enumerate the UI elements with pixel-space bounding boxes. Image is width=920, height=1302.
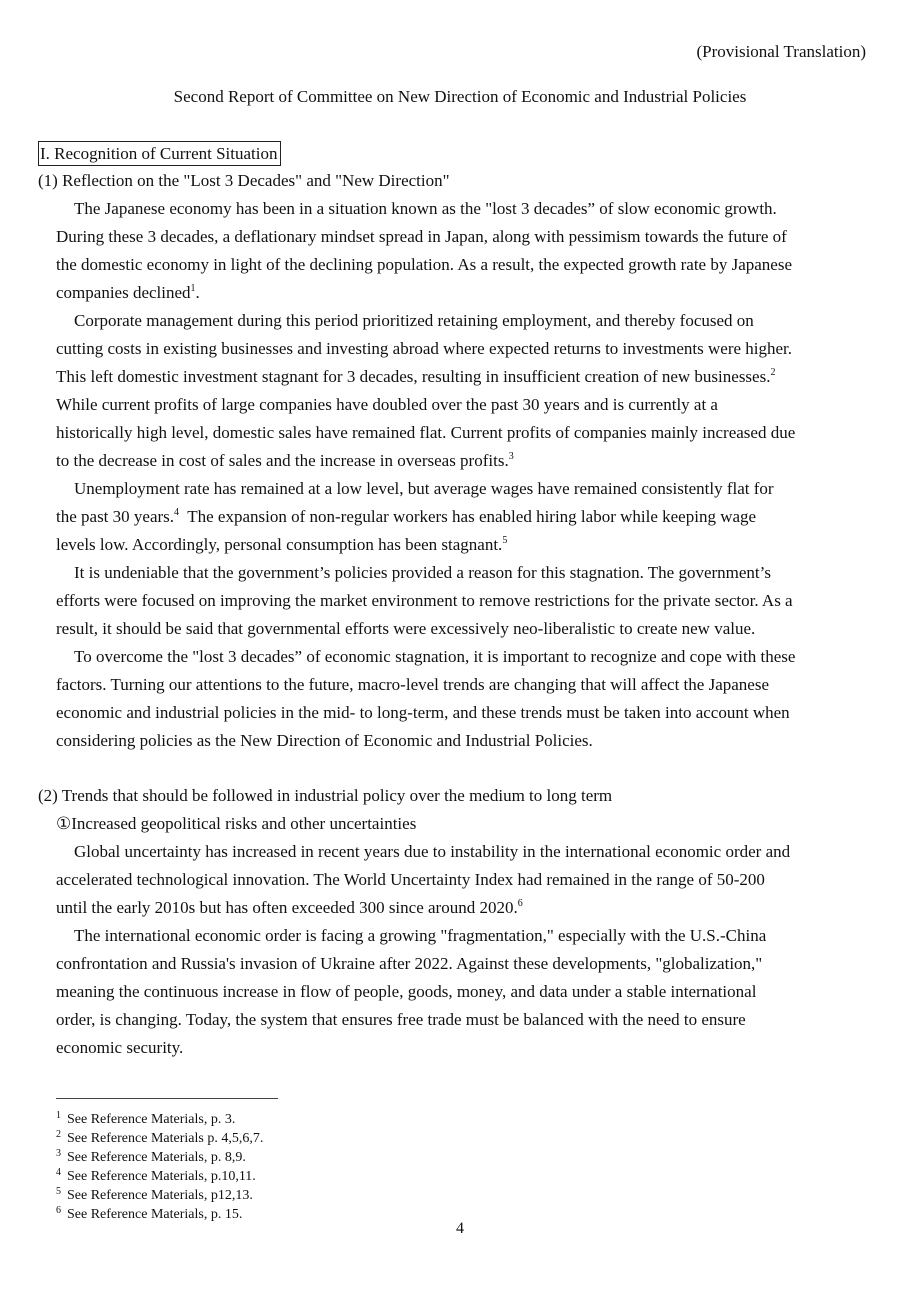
footnote-2-text: See Reference Materials p. 4,5,6,7. <box>67 1131 264 1146</box>
p2-line-4: While current profits of large companies have doubled over the past 30 years and is currently at a <box>56 395 718 414</box>
p2-line-2: cutting costs in existing businesses and investing abroad where expected returns to investments were higher. <box>56 339 793 358</box>
p2-line-6 <box>56 451 514 471</box>
footnote-3-text: See Reference Materials, p. 8,9. <box>67 1150 246 1165</box>
p4-line-2: efforts were focused on improving the market environment to remove restrictions for the private sector. As a <box>56 591 793 610</box>
footnote-1-number: 1 <box>56 1110 61 1121</box>
p1-line-3: the domestic economy in light of the declining population. As a result, the expected growth rate by Japanese <box>56 255 792 274</box>
footnote-2-number: 2 <box>56 1129 61 1140</box>
footnote-4-text: See Reference Materials, p.10,11. <box>67 1169 256 1184</box>
p1-line-4-text: companies declined <box>56 283 191 302</box>
p2-line-5: historically high level, domestic sales have remained flat. Current profits of companies mainly increased due <box>56 423 796 442</box>
p1-line-2: During these 3 decades, a deflationary mindset spread in Japan, along with pessimism towards the future of <box>56 227 787 246</box>
p3-line-1: Unemployment rate has remained at a low level, but average wages have remained consistently flat for <box>74 479 774 498</box>
footnote-ref-4[interactable]: 4 <box>174 507 180 518</box>
p3-line-3 <box>56 535 507 555</box>
p6-line-1: Global uncertainty has increased in recent years due to instability in the international economic order and <box>74 842 791 861</box>
footnote-ref-5[interactable]: 5 <box>502 535 508 546</box>
p1-line-4 <box>56 283 200 303</box>
p6-line-3-text: until the early 2010s but has often exceeded 300 since around 2020. <box>56 898 518 917</box>
p2-line-6-text: to the decrease in cost of sales and the increase in overseas profits. <box>56 451 509 470</box>
footnote-6-text: See Reference Materials, p. 15. <box>67 1207 243 1222</box>
report-title: Second Report of Committee on New Direction of Economic and Industrial Policies <box>173 87 747 106</box>
p1-line-4-tail: . <box>195 283 200 302</box>
footnote-5-text: See Reference Materials, p12,13. <box>67 1188 253 1203</box>
footnote-ref-1[interactable]: 1 <box>190 283 196 294</box>
footnote-6-number: 6 <box>56 1205 61 1216</box>
p7-line-2: confrontation and Russia's invasion of Ukraine after 2022. Against these developments, "globalization," <box>56 954 763 973</box>
page-number: 4 <box>456 1220 464 1237</box>
p5-line-1: To overcome the "lost 3 decades” of economic stagnation, it is important to recognize and cope with these <box>74 647 796 666</box>
footnote-ref-2[interactable]: 2 <box>770 367 776 378</box>
footnote-3-number: 3 <box>56 1148 61 1159</box>
p5-line-4: considering policies as the New Direction of Economic and Industrial Policies. <box>56 731 593 750</box>
p7-line-5: economic security. <box>56 1038 184 1057</box>
footnote-ref-6[interactable]: 6 <box>517 898 523 909</box>
p3-line-2-text-a: the past 30 years. <box>56 507 175 526</box>
footnote-1-text: See Reference Materials, p. 3. <box>67 1112 236 1127</box>
footnote-4-number: 4 <box>56 1167 61 1178</box>
p3-line-2-text-b: The expansion of non-regular workers has enabled hiring labor while keeping wage <box>179 507 757 526</box>
section-heading: I. Recognition of Current Situation <box>38 141 281 166</box>
p3-line-3-text: levels low. Accordingly, personal consumption has been stagnant. <box>56 535 503 554</box>
p5-line-3: economic and industrial policies in the mid- to long-term, and these trends must be taken into account when <box>56 703 790 722</box>
p5-line-2: factors. Turning our attentions to the future, macro-level trends are changing that will affect the Japanese <box>56 675 769 694</box>
p1-line-1: The Japanese economy has been in a situation known as the "lost 3 decades” of slow economic growth. <box>74 199 777 218</box>
p3-line-2 <box>56 507 756 527</box>
p7-line-1: The international economic order is facing a growing "fragmentation," especially with the U.S.-China <box>74 926 767 945</box>
footnote-ref-3[interactable]: 3 <box>508 451 514 462</box>
subsection-2-item-1-heading: ①Increased geopolitical risks and other uncertainties <box>56 814 417 833</box>
subsection-1-heading: (1) Reflection on the "Lost 3 Decades" and "New Direction" <box>38 171 450 190</box>
footnote-5-number: 5 <box>56 1186 61 1197</box>
p7-line-3: meaning the continuous increase in flow of people, goods, money, and data under a stable international <box>56 982 757 1001</box>
provisional-translation-label: (Provisional Translation) <box>696 42 866 61</box>
p4-line-1: It is undeniable that the government’s policies provided a reason for this stagnation. The government’s <box>74 563 771 582</box>
p4-line-3: result, it should be said that governmental efforts were excessively neo-liberalistic to create new value. <box>56 619 756 638</box>
subsection-2-heading: (2) Trends that should be followed in industrial policy over the medium to long term <box>38 786 613 805</box>
p2-line-1: Corporate management during this period prioritized retaining employment, and thereby focused on <box>74 311 754 330</box>
p2-line-3 <box>56 367 775 387</box>
p7-line-4: order, is changing. Today, the system that ensures free trade must be balanced with the need to ensure <box>56 1010 746 1029</box>
footnote-separator <box>56 1098 278 1099</box>
p6-line-2: accelerated technological innovation. The World Uncertainty Index had remained in the range of 50-200 <box>56 870 765 889</box>
p2-line-3-text: This left domestic investment stagnant for 3 decades, resulting in insufficient creation of new businesses. <box>56 367 771 386</box>
p6-line-3 <box>56 898 523 918</box>
